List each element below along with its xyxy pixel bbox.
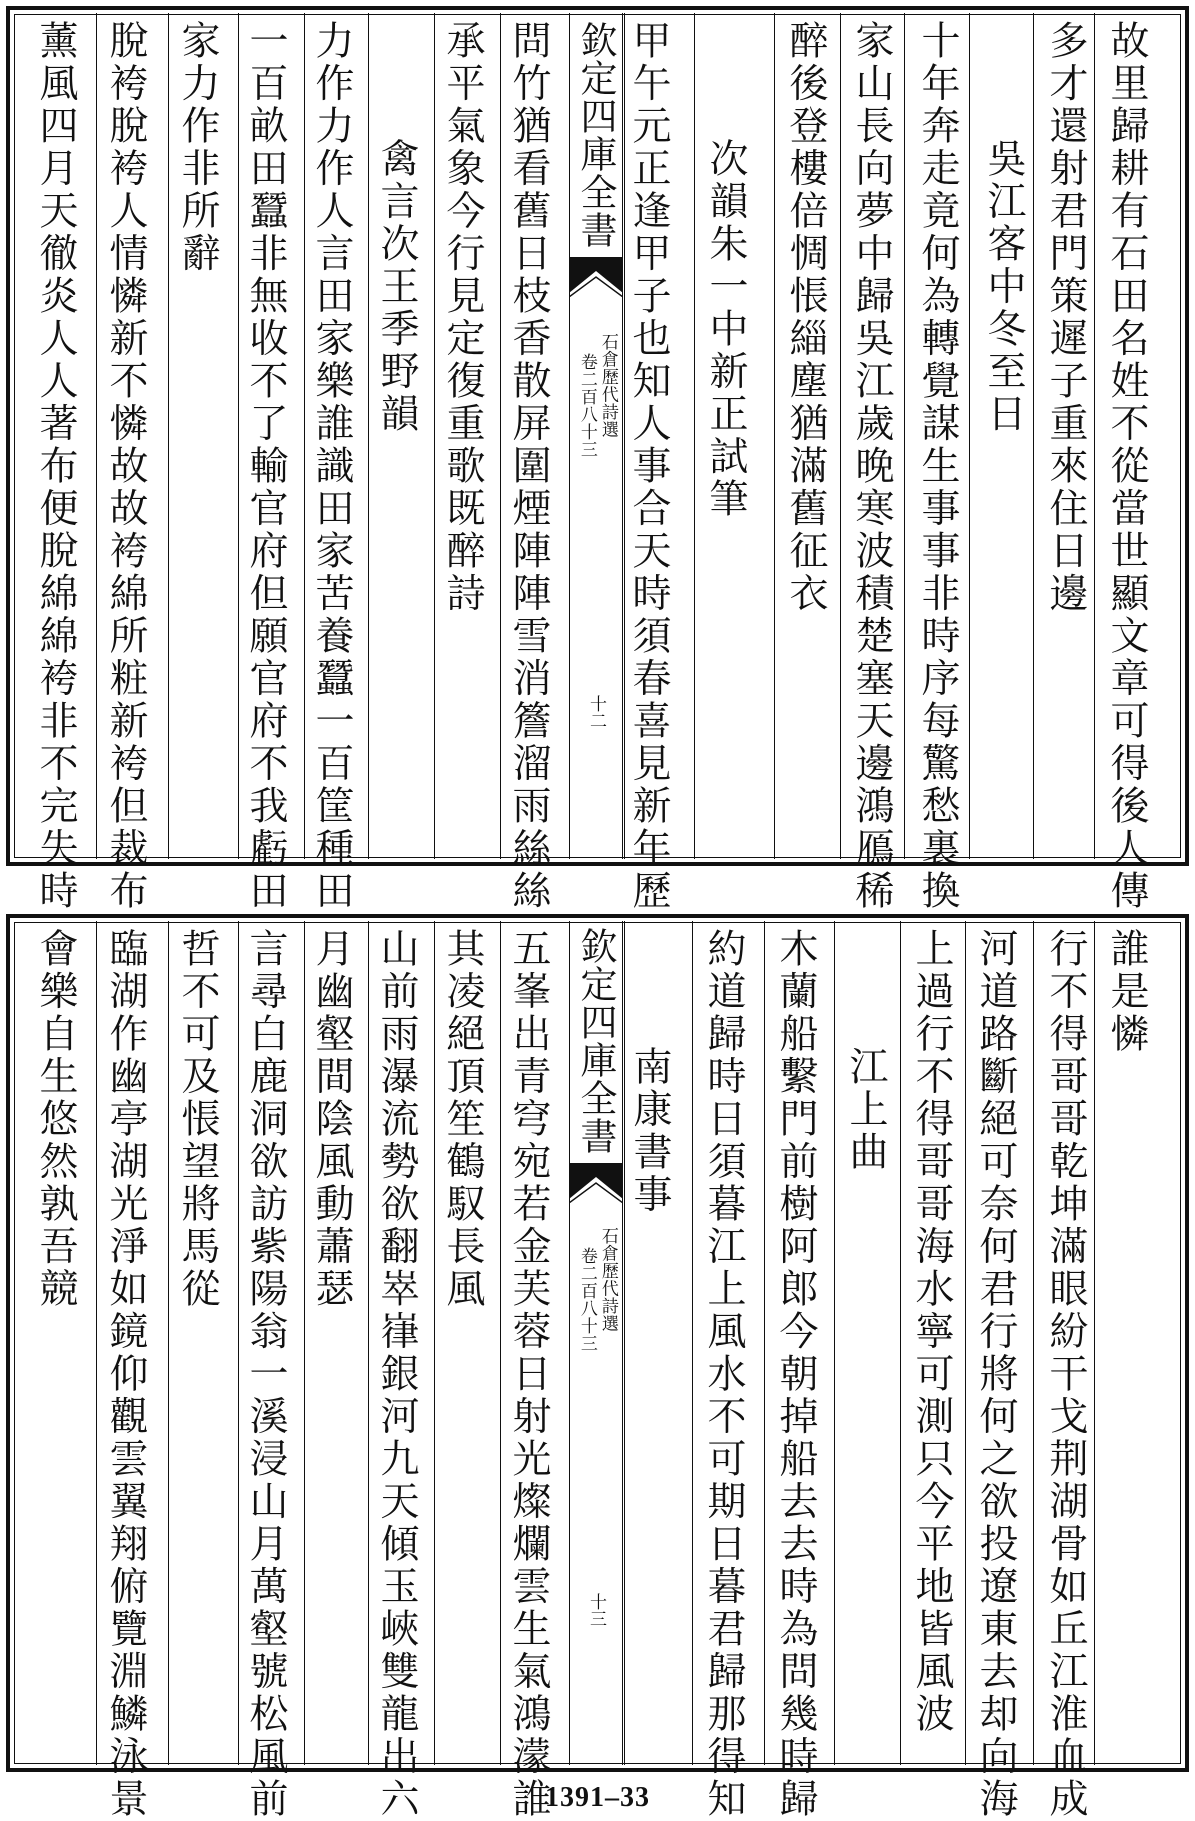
- text-column: 上過行不得哥哥海水寧可測只今平地皆風波: [909, 928, 954, 1736]
- text-column: 約道歸時日須暮江上風水不可期日暮君歸那得知: [701, 928, 746, 1821]
- text-column: 木蘭船繫門前樹阿郎今朝掉船去去時為問幾時歸: [773, 928, 818, 1821]
- text-column: 其凌絕頂笙鶴馭長風: [440, 928, 485, 1311]
- text-column: 五峯出青穹宛若金芙蓉日射光燦爛雲生氣鴻濛誰: [506, 928, 551, 1821]
- text-column: 故里歸耕有石田名姓不從當世顯文章可得後人傳: [1104, 20, 1149, 913]
- collection-title: 石倉歷代詩選: [597, 333, 618, 438]
- fishtail-mark: [569, 1163, 623, 1203]
- text-column: 多才還射君門策遲子重來住日邊: [1043, 20, 1088, 615]
- folio-number: 十二: [586, 695, 606, 729]
- text-column: 言尋白鹿洞欲訪紫陽翁一溪浸山月萬壑號松風前: [243, 928, 288, 1821]
- poem-title: 南康書事: [627, 1046, 672, 1216]
- text-column: 醉後登樓倍惆悵緇塵猶滿舊征衣: [783, 20, 828, 615]
- text-column: 月幽壑間陰風動蕭瑟: [309, 928, 354, 1311]
- text-column: 山前雨瀑流勢欲翻崒嵂銀河九天傾玉峽雙龍出六: [374, 928, 419, 1821]
- text-column: 一百畝田蠶非無收不了輸官府但願官府不我虧田: [243, 20, 288, 913]
- book-title: 欽定四庫全書: [574, 927, 617, 1155]
- text-column: 力作力作人言田家樂誰識田家苦養蠶一百筐種田: [309, 20, 354, 913]
- poem-title: 禽言次王季野韻: [374, 138, 419, 436]
- text-column: 承平氣象今行見定復重歌既醉詩: [440, 20, 485, 615]
- text-column: 十年奔走竟何為轉覺謀生事事非時序每驚愁裏換: [915, 20, 960, 913]
- page-number: 1391–33: [545, 1782, 650, 1813]
- text-column: 脫袴脫袴人情憐新不憐故故袴綿所粧新袴但裁布: [103, 20, 148, 913]
- text-column: 河道路斷絕可奈何君行將何之欲投遼東去却向海: [973, 928, 1018, 1821]
- poem-title: 次韻朱一中新正試筆: [703, 138, 748, 521]
- text-column: 甲午元正逢甲子也知人事合天時須春喜見新年歷: [626, 20, 671, 913]
- folio-number: 十三: [586, 1593, 606, 1627]
- collection-title: 石倉歷代詩選: [597, 1227, 618, 1332]
- poem-title: 吳江客中冬至日: [981, 138, 1026, 436]
- text-column: 家力作非所辭: [175, 20, 220, 275]
- center-fold: [569, 13, 623, 859]
- text-column: 哲不可及悵望將馬從: [175, 928, 220, 1311]
- text-column: 問竹猶看舊日枝香散屏圍煙陣陣雪消簷溜雨絲絲: [506, 20, 551, 913]
- text-column: 行不得哥哥乾坤滿眼紛干戈荆湖骨如丘江淮血成: [1043, 928, 1088, 1821]
- book-title: 欽定四庫全書: [574, 21, 617, 249]
- text-column: 臨湖作幽亭湖光淨如鏡仰觀雲翼翔俯覽淵鱗泳景: [103, 928, 148, 1821]
- text-column: 誰是憐: [1104, 928, 1149, 1056]
- fishtail-mark: [569, 257, 623, 297]
- center-fold: [569, 921, 623, 1765]
- text-column: 會樂自生悠然孰吾競: [33, 928, 78, 1311]
- poem-title: 江上曲: [843, 1046, 888, 1174]
- text-column: 薰風四月天徹炎人人著布便脫綿綿袴非不完失時: [33, 20, 78, 913]
- text-column: 家山長向夢中歸吳江歲晚寒波積楚塞天邊鴻鴈稀: [849, 20, 894, 913]
- volume-number: 卷二百八十三: [576, 1247, 597, 1352]
- volume-number: 卷二百八十三: [576, 353, 597, 458]
